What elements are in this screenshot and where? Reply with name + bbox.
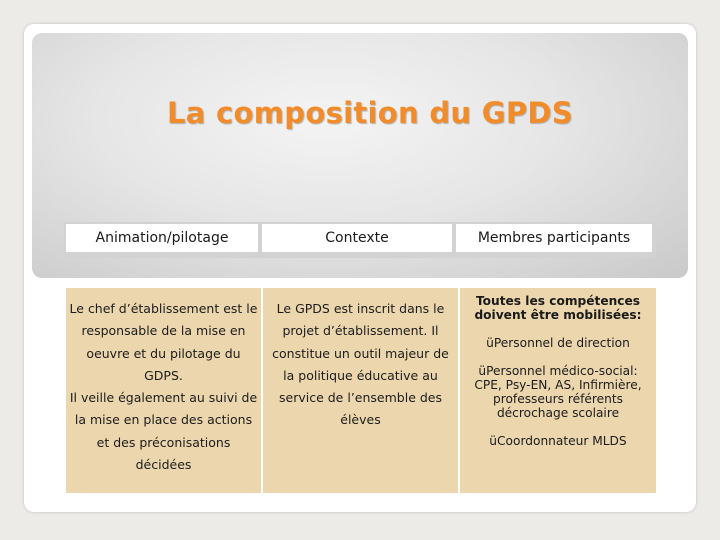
text-line: responsable de la mise en [81, 323, 246, 339]
list-item [460, 364, 656, 378]
list-item-label: Personnel de direction [493, 336, 630, 350]
intro-line: doivent être mobilisées: [474, 308, 642, 322]
list-item-label: Coordonnateur MLDS [497, 434, 627, 448]
text-line: élèves [340, 412, 381, 428]
text-line: la politique éducative au [283, 367, 438, 383]
text-line: GDPS. [144, 367, 183, 383]
list-item [460, 434, 656, 448]
header-animation-pilotage: Animation/pilotage [66, 224, 258, 252]
check-bullet-icon: ü [489, 434, 498, 448]
list-item-continuation: décrochage scolaire [496, 406, 620, 420]
composition-table [64, 222, 656, 473]
text-line: oeuvre et du pilotage du [86, 345, 241, 361]
cell-membres-participants [460, 288, 656, 493]
text-line: Le chef d’établissement est le [69, 301, 258, 316]
text-line: la mise en place des actions [74, 412, 253, 428]
list-item [460, 336, 656, 350]
cell-animation-pilotage [66, 288, 261, 493]
text-line: et des préconisations [96, 434, 231, 450]
table-body-row [66, 288, 656, 493]
check-bullet-icon: ü [486, 336, 494, 350]
text-line: décidées [135, 457, 192, 473]
list-item-continuation: CPE, Psy-EN, AS, Infirmière, [474, 378, 642, 392]
cell-contexte [263, 288, 458, 493]
check-bullet-icon: ü [478, 364, 487, 378]
table-header-row [64, 222, 656, 258]
text-line: Il veille également au suivi de [69, 390, 258, 406]
text-line: Le GPDS est inscrit dans le [276, 301, 445, 316]
text-line: constitue un outil majeur de [272, 345, 449, 361]
intro-line: Toutes les compétences [475, 294, 641, 308]
header-contexte: Contexte [262, 224, 452, 252]
text-line: projet d’établissement. Il [282, 323, 439, 339]
text-line: service de l’ensemble des [279, 390, 442, 406]
header-membres-participants: Membres participants [456, 224, 652, 252]
slide-title: La composition du GPDS [167, 96, 573, 130]
list-item-continuation: professeurs référents [492, 392, 623, 406]
list-item-label: Personnel médico-social: [486, 364, 638, 378]
